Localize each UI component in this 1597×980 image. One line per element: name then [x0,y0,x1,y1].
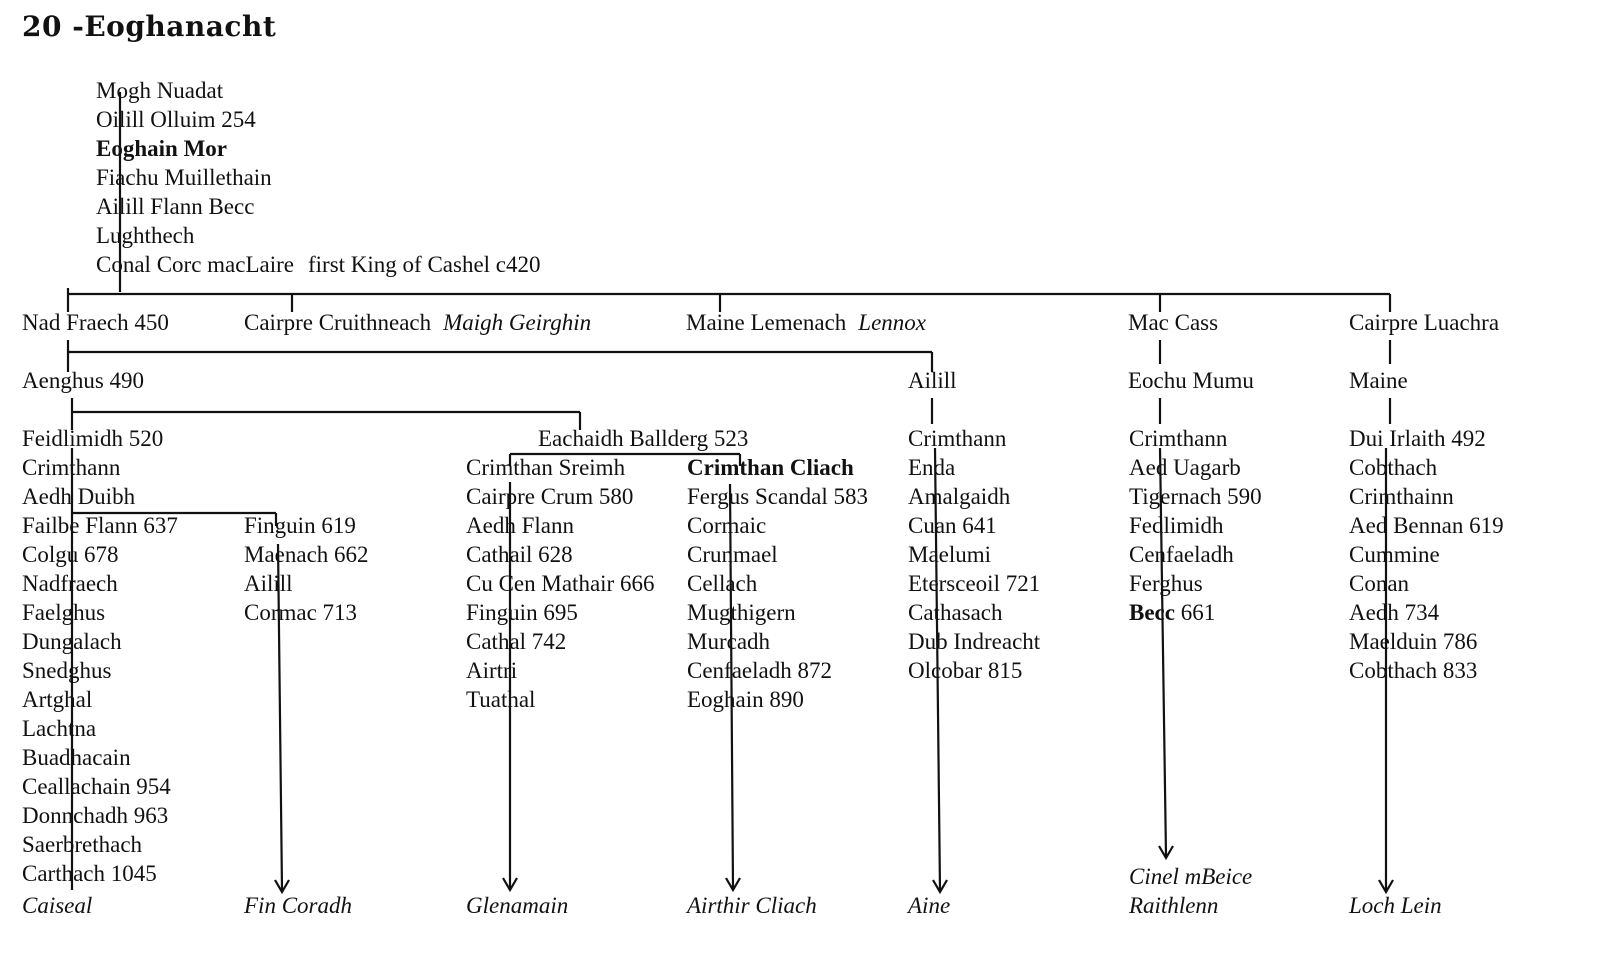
ailill-line-1: Crimthann [908,426,1007,451]
feidlimidh-line-6: Nadfraech [22,571,118,596]
ailill-line-7: Cathasach [908,600,1003,625]
maine-lemenach-place: Lennox [858,310,926,335]
maine-line-4: Aed Bennan 619 [1349,513,1504,538]
sreimh-line-3: Aedh Flann [466,513,574,538]
eochu-line-3: Tigernach 590 [1129,484,1262,509]
sreimh-line-6: Finguin 695 [466,600,578,625]
person-aenghus: Aenghus 490 [22,368,145,393]
cliach-line-4: Crunmael [687,542,778,567]
cliach-line-1: Crimthan Cliach [687,455,854,480]
finguin-line-4: Cormac 713 [244,600,358,625]
place-caiseal: Caiseal [22,893,93,918]
place-loch-lein: Loch Lein [1349,893,1442,918]
maine-line-1: Dui Irlaith 492 [1349,426,1486,451]
eochu-line-1: Crimthann [1129,426,1228,451]
feidlimidh-line-16: Carthach 1045 [22,861,157,886]
place-cinel-mbeice: Cinel mBeice [1129,864,1253,889]
maine-line-5: Cummine [1349,542,1440,567]
feidlimidh-line-8: Dungalach [22,629,122,654]
cliach-line-6: Mugthigern [687,600,796,625]
feidlimidh-line-12: Buadhacain [22,745,131,770]
sreimh-line-7: Cathal 742 [466,629,567,654]
root-note: first King of Cashel c420 [307,252,541,277]
root-person-5: Ailill Flann Becc [96,194,255,219]
feidlimidh-line-7: Faelghus [22,600,106,625]
place-aine: Aine [908,893,951,918]
cliach-line-3: Cormaic [687,513,767,538]
feidlimidh-line-4: Failbe Flann 637 [22,513,178,538]
feidlimidh-line-14: Donnchadh 963 [22,803,169,828]
maine-lemenach-name: Maine Lemenach [686,310,847,335]
place-fin-coradh: Fin Coradh [244,893,352,918]
cliach-line-7: Murcadh [687,629,771,654]
feidlimidh-line-1: Feidlimidh 520 [22,426,164,451]
sreimh-line-8: Airtri [466,658,518,683]
root-person-6: Lughthech [96,223,195,248]
maine-line-8: Maelduin 786 [1349,629,1478,654]
branch-nad-fraech: Nad Fraech 450 [22,310,169,335]
sreimh-line-2: Cairpre Crum 580 [466,484,634,509]
person-eochu-mumu: Eochu Mumu [1128,368,1254,393]
place-airthir-cliach: Airthir Cliach [687,893,817,918]
finguin-line-2: Maenach 662 [244,542,369,567]
place-glenamain: Glenamain [466,893,569,918]
cliach-line-2: Fergus Scandal 583 [687,484,869,509]
finguin-line-3: Ailill [244,571,293,596]
eochu-line-4: Fedlimidh [1129,513,1224,538]
branch-cairpre-cruithneach [244,310,591,336]
place-raithlenn: Raithlenn [1129,893,1219,918]
person-ailill: Ailill [908,368,957,393]
ailill-line-4: Cuan 641 [908,513,997,538]
root-person-1: Mogh Nuadat [96,78,224,103]
eochu-line-6: Ferghus [1129,571,1203,596]
cliach-line-9: Eoghain 890 [687,687,804,712]
ailill-line-9: Olcobar 815 [908,658,1023,683]
root-person-7 [96,252,541,278]
sreimh-line-9: Tuathal [466,687,536,712]
root-person-4: Fiachu Muillethain [96,165,272,190]
eochu-line-2: Aed Uagarb [1129,455,1241,480]
feidlimidh-line-15: Saerbrethach [22,832,143,857]
eochu-line-7 [1129,600,1215,626]
maine-line-3: Crimthainn [1349,484,1454,509]
page-title: 20 -Eoghanacht [22,10,277,43]
cliach-line-8: Cenfaeladh 872 [687,658,832,683]
cairpre-cruithneach-place: Maigh Geirghin [443,310,592,335]
cairpre-cruithneach-name: Cairpre Cruithneach [244,310,432,335]
feidlimidh-line-5: Colgu 678 [22,542,119,567]
root-person-7-name: Conal Corc macLaire [96,252,294,277]
becc-name: Becc [1129,600,1175,625]
maine-line-2: Cobthach [1349,455,1438,480]
cliach-line-5: Cellach [687,571,758,596]
ailill-line-3: Amalgaidh [908,484,1011,509]
feidlimidh-line-13: Ceallachain 954 [22,774,171,799]
root-person-3: Eoghain Mor [96,136,227,161]
person-eachaidh: Eachaidh Ballderg 523 [538,426,749,451]
maine-line-6: Conan [1349,571,1410,596]
branch-maine-lemenach [686,310,926,336]
sreimh-line-1: Crimthan Sreimh [466,455,626,480]
feidlimidh-line-2: Crimthann [22,455,121,480]
person-maine: Maine [1349,368,1408,393]
feidlimidh-line-9: Snedghus [22,658,112,683]
branch-mac-cass: Mac Cass [1128,310,1219,335]
finguin-line-1: Finguin 619 [244,513,356,538]
maine-line-7: Aedh 734 [1349,600,1440,625]
ailill-line-2: Enda [908,455,956,480]
feidlimidh-line-11: Lachtna [22,716,97,741]
ailill-line-8: Dub Indreacht [908,629,1041,654]
feidlimidh-line-3: Aedh Duibh [22,484,136,509]
maine-line-9: Cobthach 833 [1349,658,1478,683]
root-person-2: Oilill Olluim 254 [96,107,256,132]
eochu-line-5: Cenfaeladh [1129,542,1234,567]
ailill-line-6: Etersceoil 721 [908,571,1041,596]
feidlimidh-line-10: Artghal [22,687,93,712]
becc-date: 661 [1174,600,1216,625]
branch-cairpre-luachra: Cairpre Luachra [1349,310,1500,335]
sreimh-line-4: Cathail 628 [466,542,573,567]
ailill-line-5: Maelumi [908,542,992,567]
sreimh-line-5: Cu Cen Mathair 666 [466,571,655,596]
